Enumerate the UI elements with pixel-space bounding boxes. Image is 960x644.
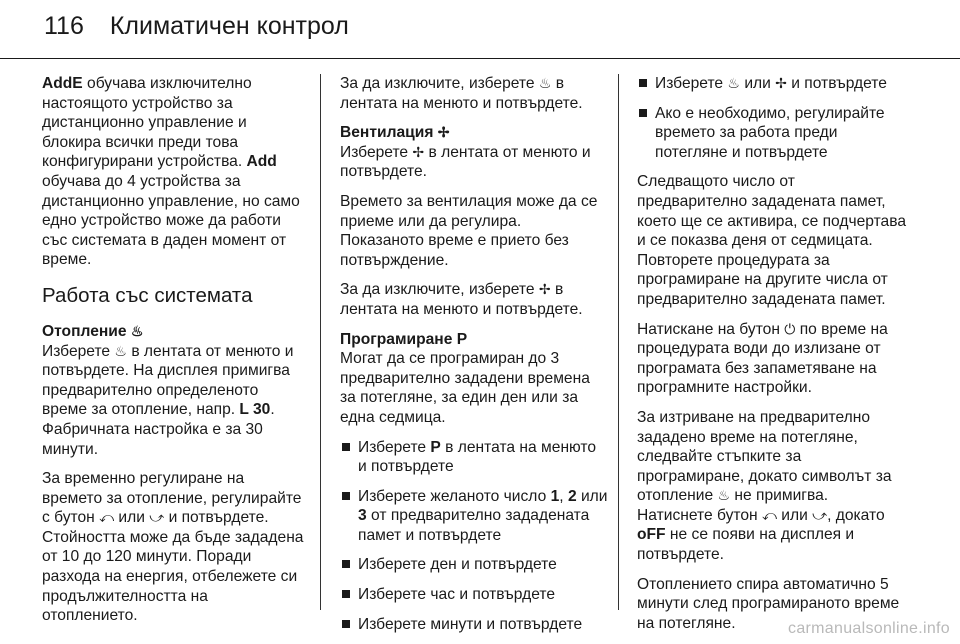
heating-symbol-icon: ♨ (130, 322, 144, 339)
bullet (342, 590, 350, 598)
subheading-heating: Отопление ♨ (42, 322, 144, 340)
watermark: carmanualsonline.info (788, 620, 950, 637)
list-item: Ако е необходимо, регулирайте времето за работа преди потегляне и потвърдете (637, 104, 909, 163)
page-number: 116 (44, 12, 84, 40)
paragraph-heating-off: За да изключите, изберете ♨ в лентата на менюто и потвърдете. (340, 75, 583, 112)
heating-symbol-icon: ♨ (727, 75, 740, 91)
list-item: Изберете ден и потвърдете (340, 555, 608, 575)
paragraph-programming: Могат да се програмиран до 3 предварително зададени времена за потегляне, за един ден или за една седмица. (340, 350, 590, 426)
column-divider (320, 74, 321, 610)
column-1 (42, 74, 304, 636)
paragraph-delete-time: За изтриване на предварително зададено време на потегляне, следвайте стъпките за програмиране, докато символът за отопление ♨ не примигва. Натиснете бутон ⤺ или ⤻, докато oFF не се появи на дисплея и потвърдете. (637, 408, 892, 564)
bullet (342, 620, 350, 628)
rotate-left-button-icon: ⤺ (761, 506, 777, 523)
paragraph-ventilation-select: Изберете ✢ в лентата от менюто и потвърдете. (340, 143, 591, 181)
mode-steps-list (637, 74, 909, 162)
paragraph-adde: AddE обучава изключително настоящото устройство за дистанционно управление и блокира всички преди това конфигурирани устройства. Add обучава до 4 устройства за дистанционно управление, но само едно устройство може да работи със системата в даден момент от време. (42, 75, 300, 269)
paragraph-ventilation-time: Времето за вентилация може да се приеме или да регулира. Показаното време е прието без потвърждение. (340, 192, 598, 269)
list-item: Изберете P в лентата на менюто и потвърдете (340, 438, 608, 477)
list-item: Изберете минути и потвърдете (340, 615, 608, 635)
paragraph-next-memory: Следващото число от предварително зададената памет, което ще се активира, се подчертава и се показва деня от седмицата. Повторете процедурата за програмиране на другите числа от предварително зададената памет. (637, 173, 907, 308)
column-3 (637, 74, 909, 643)
paragraph-power-button: Натискане на бутон ⏻ по време на процедурата води до излизане от програмата без запаметяване на програмните настройки. (637, 320, 888, 397)
page-title: Климатичен контрол (109, 12, 349, 40)
list-item: Изберете желаното число 1, 2 или 3 от предварително зададената памет и потвърдете (340, 487, 608, 546)
bullet (342, 492, 350, 500)
bullet (639, 79, 647, 87)
heating-symbol-icon: ♨ (717, 487, 731, 504)
list-item: Изберете час и потвърдете (340, 585, 608, 605)
subheading-ventilation: Вентилация ✢ (340, 124, 450, 142)
programming-steps-list (340, 438, 608, 635)
subheading-programming: Програмиране P (340, 330, 468, 348)
page-header (44, 12, 349, 54)
section-heading: Работа със системата (42, 283, 253, 307)
ventilation-fan-icon: ✢ (412, 143, 425, 160)
heating-symbol-icon: ♨ (114, 342, 127, 359)
list-item: Изберете ♨ или ✢ и потвърдете (637, 74, 909, 94)
header-rule (0, 58, 960, 59)
bullet (342, 560, 350, 568)
rotate-right-button-icon: ⤻ (812, 506, 828, 523)
bullet (639, 109, 647, 117)
rotate-right-button-icon: ⤻ (149, 509, 165, 526)
ventilation-fan-icon: ✢ (437, 124, 450, 141)
rotate-left-button-icon: ⤺ (99, 509, 115, 526)
column-2 (340, 74, 608, 644)
paragraph-heating-select: Изберете ♨ в лентата от менюто и потвърдете. На дисплея примигва предварително определеното време за отопление, напр. L 30. Фабричната настройка е за 30 минути. (42, 342, 294, 458)
column-divider (618, 74, 619, 610)
paragraph-auto-stop: Отоплението спира автоматично 5 минути след програмираното време на потегляне. (637, 575, 900, 632)
paragraph-ventilation-off: За да изключите, изберете ✢ в лентата на менюто и потвърдете. (340, 281, 583, 318)
power-button-icon: ⏻ (784, 320, 796, 337)
heating-symbol-icon: ♨ (538, 75, 552, 91)
ventilation-fan-icon: ✢ (538, 281, 551, 298)
ventilation-fan-icon: ✢ (775, 75, 787, 91)
bullet (342, 443, 350, 451)
paragraph-heating-adjust: За временно регулиране на времето за отопление, регулирайте с бутон ⤺ или ⤻ и потвърдете. Стойността може да бъде зададена от 10 до 120 минути. Поради разхода на енергия, отбележете си продължителността на отоплението. (42, 470, 304, 625)
